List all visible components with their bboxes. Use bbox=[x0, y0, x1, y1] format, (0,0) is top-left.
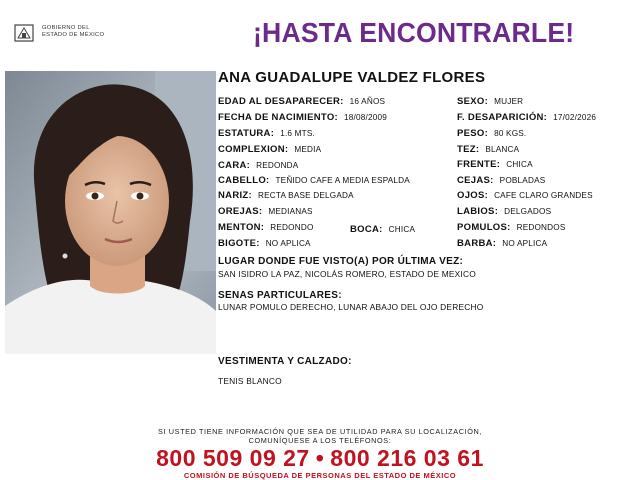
field-label: F. DESAPARICIÓN: bbox=[457, 112, 548, 123]
field-value: NO APLICA bbox=[265, 239, 311, 248]
contact-message-line1: SI USTED TIENE INFORMACIÓN QUE SEA DE UTILIDAD PARA SU LOCALIZACIÓN, bbox=[158, 427, 482, 436]
marks-label: SENAS PARTICULARES: bbox=[218, 290, 342, 301]
field-label: POMULOS: bbox=[457, 222, 511, 233]
field-value: CAFE CLARO GRANDES bbox=[494, 191, 593, 200]
commission-name: COMISIÓN DE BÚSQUEDA DE PERSONAS DEL ESTADO DE MÉXICO bbox=[183, 471, 457, 480]
field-label: PESO: bbox=[457, 128, 489, 139]
field-label: BOCA: bbox=[350, 224, 383, 235]
field-label: EDAD AL DESAPARECER: bbox=[218, 96, 344, 107]
field-hair bbox=[218, 175, 410, 186]
field-value: REDONDOS bbox=[516, 223, 566, 232]
field-value: DELGADOS bbox=[504, 207, 552, 216]
field-label: COMPLEXION: bbox=[218, 144, 289, 155]
headline: ¡HASTA ENCONTRARLE! bbox=[253, 17, 575, 48]
field-value: 18/08/2009 bbox=[344, 113, 387, 122]
contact-message bbox=[0, 427, 640, 445]
phone-1[interactable]: 800 509 09 27 bbox=[156, 445, 310, 471]
field-label: CARA: bbox=[218, 160, 251, 171]
field-value: CHICA bbox=[388, 225, 416, 234]
field-value: BLANCA bbox=[485, 145, 520, 154]
field-label: NARIZ: bbox=[218, 190, 252, 201]
full-name: ANA GUADALUPE VALDEZ FLORES bbox=[218, 69, 486, 86]
field-label: ESTATURA: bbox=[218, 128, 275, 139]
field-forehead bbox=[457, 159, 533, 170]
state-emblem-icon bbox=[12, 20, 38, 46]
portrait-illustration bbox=[5, 71, 216, 354]
field-value: 16 AÑOS bbox=[349, 97, 386, 106]
logo-text bbox=[42, 25, 104, 39]
field-eyebrows bbox=[457, 175, 545, 186]
field-mustache bbox=[218, 238, 311, 249]
field-nose bbox=[218, 190, 354, 201]
field-value: 1.6 MTS. bbox=[280, 129, 316, 138]
field-value: CHICA bbox=[506, 160, 533, 169]
field-label: OREJAS: bbox=[218, 206, 263, 217]
field-value: TEÑIDO CAFE A MEDIA ESPALDA bbox=[275, 176, 410, 185]
person-photo bbox=[5, 71, 216, 354]
field-label: MENTON: bbox=[218, 222, 265, 233]
clothing-value: TENIS BLANCO bbox=[218, 376, 282, 386]
field-label: LABIOS: bbox=[457, 206, 499, 217]
logo-line2: ESTADO DE MÉXICO bbox=[42, 32, 105, 38]
field-label: OJOS: bbox=[457, 190, 489, 201]
field-birthdate bbox=[218, 112, 387, 123]
marks-value: LUNAR POMULO DERECHO, LUNAR ABAJO DEL OJO DERECHO bbox=[218, 302, 484, 312]
field-value: REDONDO bbox=[270, 223, 314, 232]
field-height bbox=[218, 128, 315, 139]
field-label: CABELLO: bbox=[218, 175, 270, 186]
field-value: POBLADAS bbox=[499, 176, 546, 185]
contact-message-line2: COMUNÍQUESE A LOS TELÉFONOS: bbox=[248, 436, 392, 445]
field-lips bbox=[457, 206, 551, 217]
field-face bbox=[218, 160, 298, 171]
last-seen-value: SAN ISIDRO LA PAZ, NICOLÁS ROMERO, ESTADO DE MEXICO bbox=[218, 269, 476, 279]
field-value: NO APLICA bbox=[502, 239, 548, 248]
field-cheekbones bbox=[457, 222, 566, 233]
field-value: 80 KGS. bbox=[494, 129, 527, 138]
field-label: FECHA DE NACIMIENTO: bbox=[218, 112, 338, 123]
last-seen-label: LUGAR DONDE FUE VISTO(A) POR ÚLTIMA VEZ: bbox=[218, 256, 464, 267]
field-value: MEDIANAS bbox=[268, 207, 313, 216]
field-value: RECTA BASE DELGADA bbox=[258, 191, 354, 200]
field-value: 17/02/2026 bbox=[553, 113, 597, 122]
separator-dot: • bbox=[315, 445, 325, 471]
field-label: FRENTE: bbox=[457, 159, 501, 170]
logo-line1: GOBIERNO DEL bbox=[42, 25, 90, 31]
field-value: REDONDA bbox=[256, 161, 299, 170]
field-value: MUJER bbox=[494, 97, 524, 106]
phone-numbers bbox=[0, 445, 640, 472]
clothing-label: VESTIMENTA Y CALZADO: bbox=[218, 356, 352, 367]
field-label: SEXO: bbox=[457, 96, 489, 107]
field-label: CEJAS: bbox=[457, 175, 494, 186]
field-chin bbox=[218, 222, 314, 233]
field-label: BARBA: bbox=[457, 238, 497, 249]
phone-2[interactable]: 800 216 03 61 bbox=[330, 445, 484, 471]
field-disappearance-date bbox=[457, 112, 596, 123]
field-weight bbox=[457, 128, 526, 139]
government-logo bbox=[12, 20, 122, 46]
field-complexion bbox=[457, 144, 519, 155]
field-age bbox=[218, 96, 385, 107]
field-label: TEZ: bbox=[457, 144, 480, 155]
field-mouth bbox=[350, 224, 415, 235]
field-sex bbox=[457, 96, 523, 107]
field-ears bbox=[218, 206, 313, 217]
field-value: MEDIA bbox=[294, 145, 322, 154]
field-label: BIGOTE: bbox=[218, 238, 260, 249]
field-build bbox=[218, 144, 321, 155]
field-eyes bbox=[457, 190, 593, 201]
field-beard bbox=[457, 238, 547, 249]
